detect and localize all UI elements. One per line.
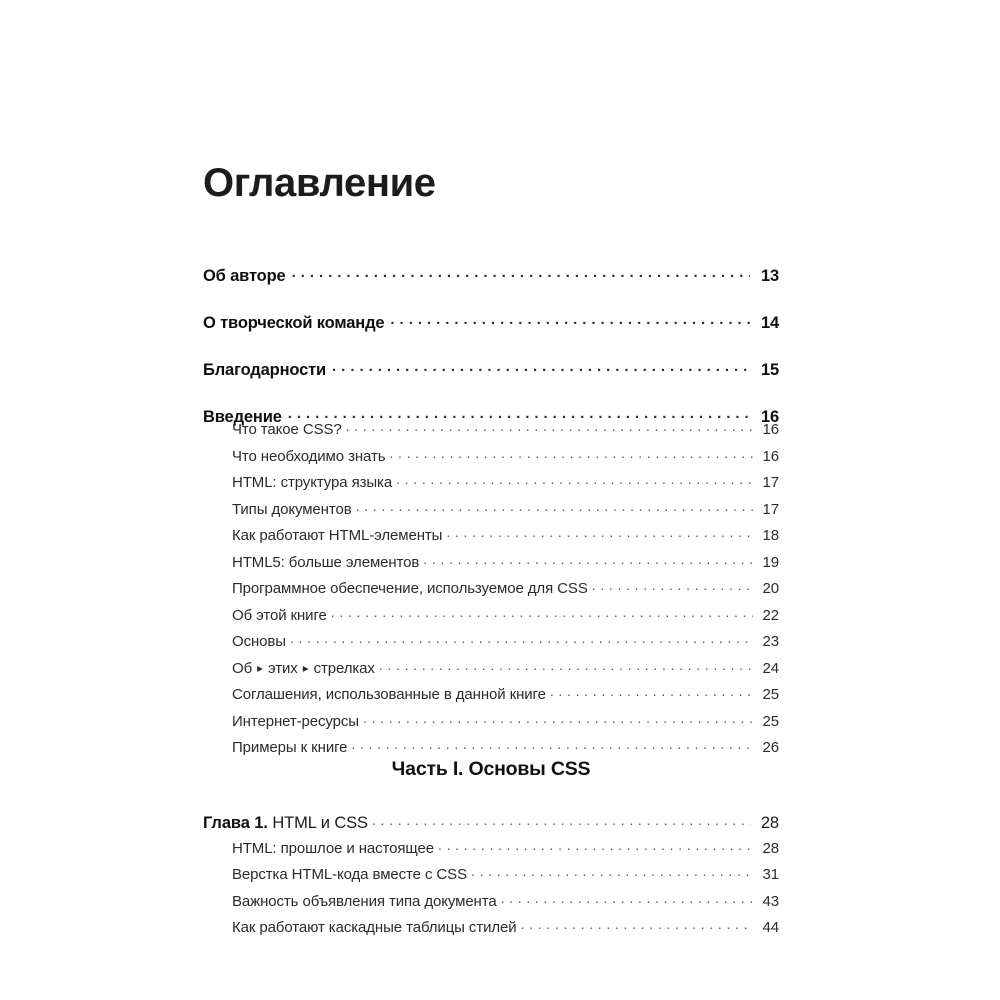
toc-subentry[interactable] [203,711,779,730]
toc-subentry[interactable] [203,838,779,857]
toc-entry-page: 28 [760,813,779,832]
table-of-contents-page [203,0,779,1000]
toc-subentry-page: 20 [762,580,779,597]
toc-entry-label: Введение [203,407,282,426]
toc-subentry-label: Что необходимо знать [232,447,386,465]
toc-subentry[interactable] [203,472,779,491]
dot-leader [471,864,753,879]
toc-subentry-about-arrows[interactable] [203,658,779,677]
dot-leader [372,811,751,828]
toc-subentry[interactable] [203,917,779,936]
dot-leader [501,891,753,906]
dot-leader [423,552,753,567]
toc-subentry-label: Программное обеспечение, используемое для CSS [232,580,588,597]
toc-subentry[interactable] [203,605,779,624]
toc-subentry-label: HTML5: больше элементов [232,553,420,571]
dot-leader [550,684,753,699]
toc-subentry-page: 17 [762,474,779,491]
toc-entry-chapter-1[interactable] [203,811,779,833]
toc-entry-front-0[interactable] [203,264,779,286]
dot-leader [379,658,753,673]
dot-leader [356,499,753,514]
dot-leader [389,446,753,461]
toc-entry-label: Об авторе [203,266,286,285]
toc-subentry[interactable] [203,578,779,597]
toc-subentry-label: Основы [232,633,286,650]
toc-subentry-page: 25 [762,686,779,703]
toc-subentry[interactable] [203,684,779,703]
toc-subentry[interactable] [203,737,779,756]
toc-subentry-label: HTML: прошлое и настоящее [232,839,434,857]
arrow-right-icon: ▸ [257,661,263,675]
chapter-title: HTML и CSS [272,813,368,832]
dot-leader [332,358,750,375]
dot-leader [446,525,753,540]
toc-subentry-page: 31 [762,866,779,883]
dot-leader [290,631,753,646]
page-title: Оглавление [203,161,436,205]
part-heading: Часть I. Основы CSS [391,758,591,780]
toc-subentry[interactable] [203,864,779,883]
toc-subentry-label: Об этой книге [232,606,327,624]
toc-subentry-page: 16 [762,421,779,438]
toc-subentry-label: Об ▸ этих ▸ стрелках [232,659,375,677]
dot-leader [592,578,753,593]
toc-subentry-label: Что такое CSS? [232,421,342,438]
toc-subentry[interactable] [203,499,779,518]
dot-leader [331,605,753,620]
toc-subentry-label: Примеры к книге [232,739,348,756]
toc-entry-front-1[interactable] [203,311,779,333]
toc-subentry[interactable] [203,446,779,465]
toc-entry-page: 14 [760,313,779,332]
toc-subentry[interactable] [203,419,779,438]
toc-subentry-page: 22 [762,606,779,624]
dot-leader [292,264,750,281]
chapter-number: Глава 1. [203,813,268,832]
toc-subentry-page: 44 [762,919,779,936]
dot-leader [521,917,753,932]
toc-subentry-page: 43 [762,892,779,910]
toc-subentry-page: 18 [762,527,779,544]
toc-subentry-page: 19 [762,553,779,571]
toc-subentry-label: Важность объявления типа документа [232,892,497,910]
toc-subentry-label: Интернет-ресурсы [232,712,359,730]
toc-subentry-page: 23 [762,633,779,650]
toc-subentry-page: 17 [762,500,779,518]
introduction-subentry-list [203,419,779,756]
toc-entry-label: Благодарности [203,360,327,379]
toc-subentry[interactable] [203,631,779,650]
toc-subentry-page: 24 [762,659,779,677]
toc-subentry[interactable] [203,552,779,571]
toc-entry-front-2[interactable] [203,358,779,380]
toc-subentry-page: 16 [762,447,779,465]
toc-subentry-label: Как работают HTML-элементы [232,527,443,544]
toc-entry-page: 15 [760,360,779,379]
dot-leader [438,838,753,853]
chapter-label [203,814,368,833]
arrow-right-icon: ▸ [302,661,309,675]
toc-subentry-label: Верстка HTML-кода вместе с CSS [232,866,467,883]
toc-subentry-label: Типы документов [232,500,352,518]
dot-leader [390,311,750,328]
toc-entry-page: 13 [760,266,779,285]
toc-subentry-page: 28 [762,839,779,857]
chapter-list [203,811,779,936]
dot-leader [351,737,753,752]
toc-subentry-label: HTML: структура языка [232,474,393,491]
toc-subentry-label: Как работают каскадные таблицы стилей [232,919,517,936]
toc-subentry-page: 26 [762,739,779,756]
front-matter-list [203,264,779,427]
toc-subentry[interactable] [203,525,779,544]
dot-leader [363,711,753,726]
toc-subentry[interactable] [203,891,779,910]
toc-subentry-page: 25 [762,712,779,730]
toc-entry-label: О творческой команде [203,313,385,332]
toc-subentry-label: Соглашения, использованные в данной книге [232,686,546,703]
toc-entry-page: 16 [760,407,779,426]
dot-leader [396,472,753,487]
dot-leader [346,419,753,434]
